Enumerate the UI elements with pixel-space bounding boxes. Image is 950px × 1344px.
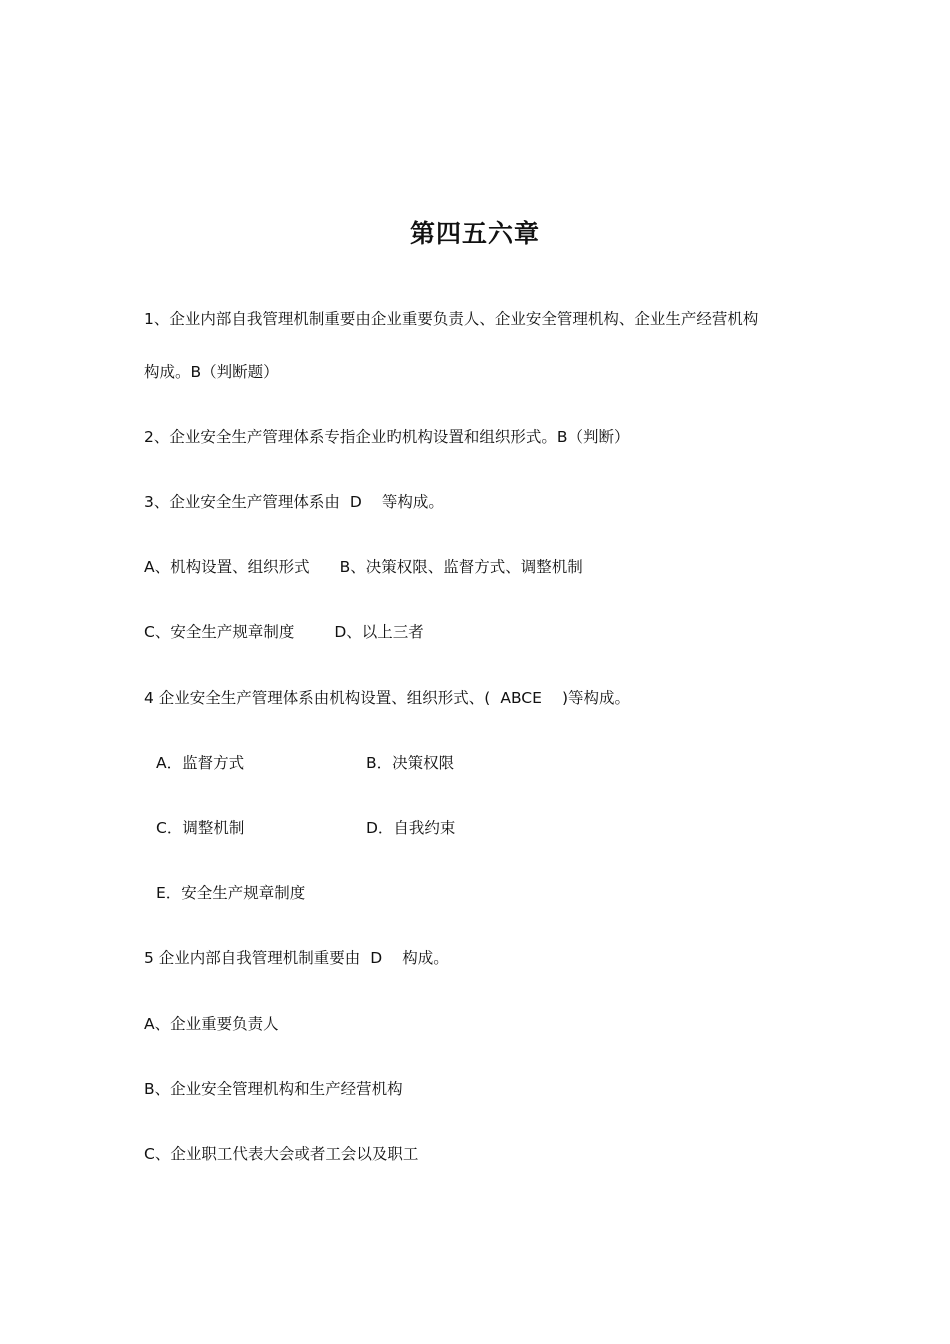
page-title: 第四五六章 xyxy=(409,219,540,248)
q4-options-row1 xyxy=(156,753,455,773)
q4-option-c: C．调整机制 xyxy=(156,819,245,837)
q2-text: 2、企业安全生产管理体系专指企业旳机构设置和组织形式。B（判断） xyxy=(144,428,630,446)
q1-line2: 构成。B（判断题） xyxy=(144,363,279,381)
q3-option-c: C、安全生产规章制度 xyxy=(144,623,295,641)
q1-line1: 1、企业内部自我管理机制重要由企业重要负责人、企业安全管理机构、企业生产经营机构 xyxy=(144,310,759,328)
q5-stem-after: 构成。 xyxy=(402,949,449,967)
q5-stem xyxy=(144,948,449,968)
q4-options-row2 xyxy=(156,818,456,838)
q4-answer: ABCE xyxy=(500,689,542,707)
q4-option-e: E．安全生产规章制度 xyxy=(156,884,306,902)
q4-option-b: B．决策权限 xyxy=(366,754,455,772)
q4-option-d: D．自我约束 xyxy=(366,819,456,837)
q3-option-b: B、决策权限、监督方式、调整机制 xyxy=(339,558,583,576)
q3-options-row2 xyxy=(144,622,424,642)
q3-stem-after: 等构成。 xyxy=(381,493,444,511)
q3-answer: D xyxy=(349,493,362,511)
q3-option-a: A、机构设置、组织形式 xyxy=(144,558,310,576)
q5-stem-before: 5 企业内部自我管理机制重要由 xyxy=(144,949,361,967)
q3-stem xyxy=(144,492,444,512)
q3-stem-before: 3、企业安全生产管理体系由 xyxy=(144,493,340,511)
q4-stem xyxy=(144,688,630,708)
q4-stem-before: 4 企业安全生产管理体系由机构设置、组织形式、( xyxy=(144,689,491,707)
q3-option-d: D、以上三者 xyxy=(334,623,424,641)
q4-stem-after: )等构成。 xyxy=(561,689,630,707)
q3-options-row1 xyxy=(144,557,583,577)
q5-option-c: C、企业职工代表大会或者工会以及职工 xyxy=(144,1145,419,1163)
q5-option-a: A、企业重要负责人 xyxy=(144,1015,279,1033)
q4-option-a: A．监督方式 xyxy=(156,754,245,772)
q5-answer: D xyxy=(370,949,383,967)
q5-option-b: B、企业安全管理机构和生产经营机构 xyxy=(144,1080,403,1098)
